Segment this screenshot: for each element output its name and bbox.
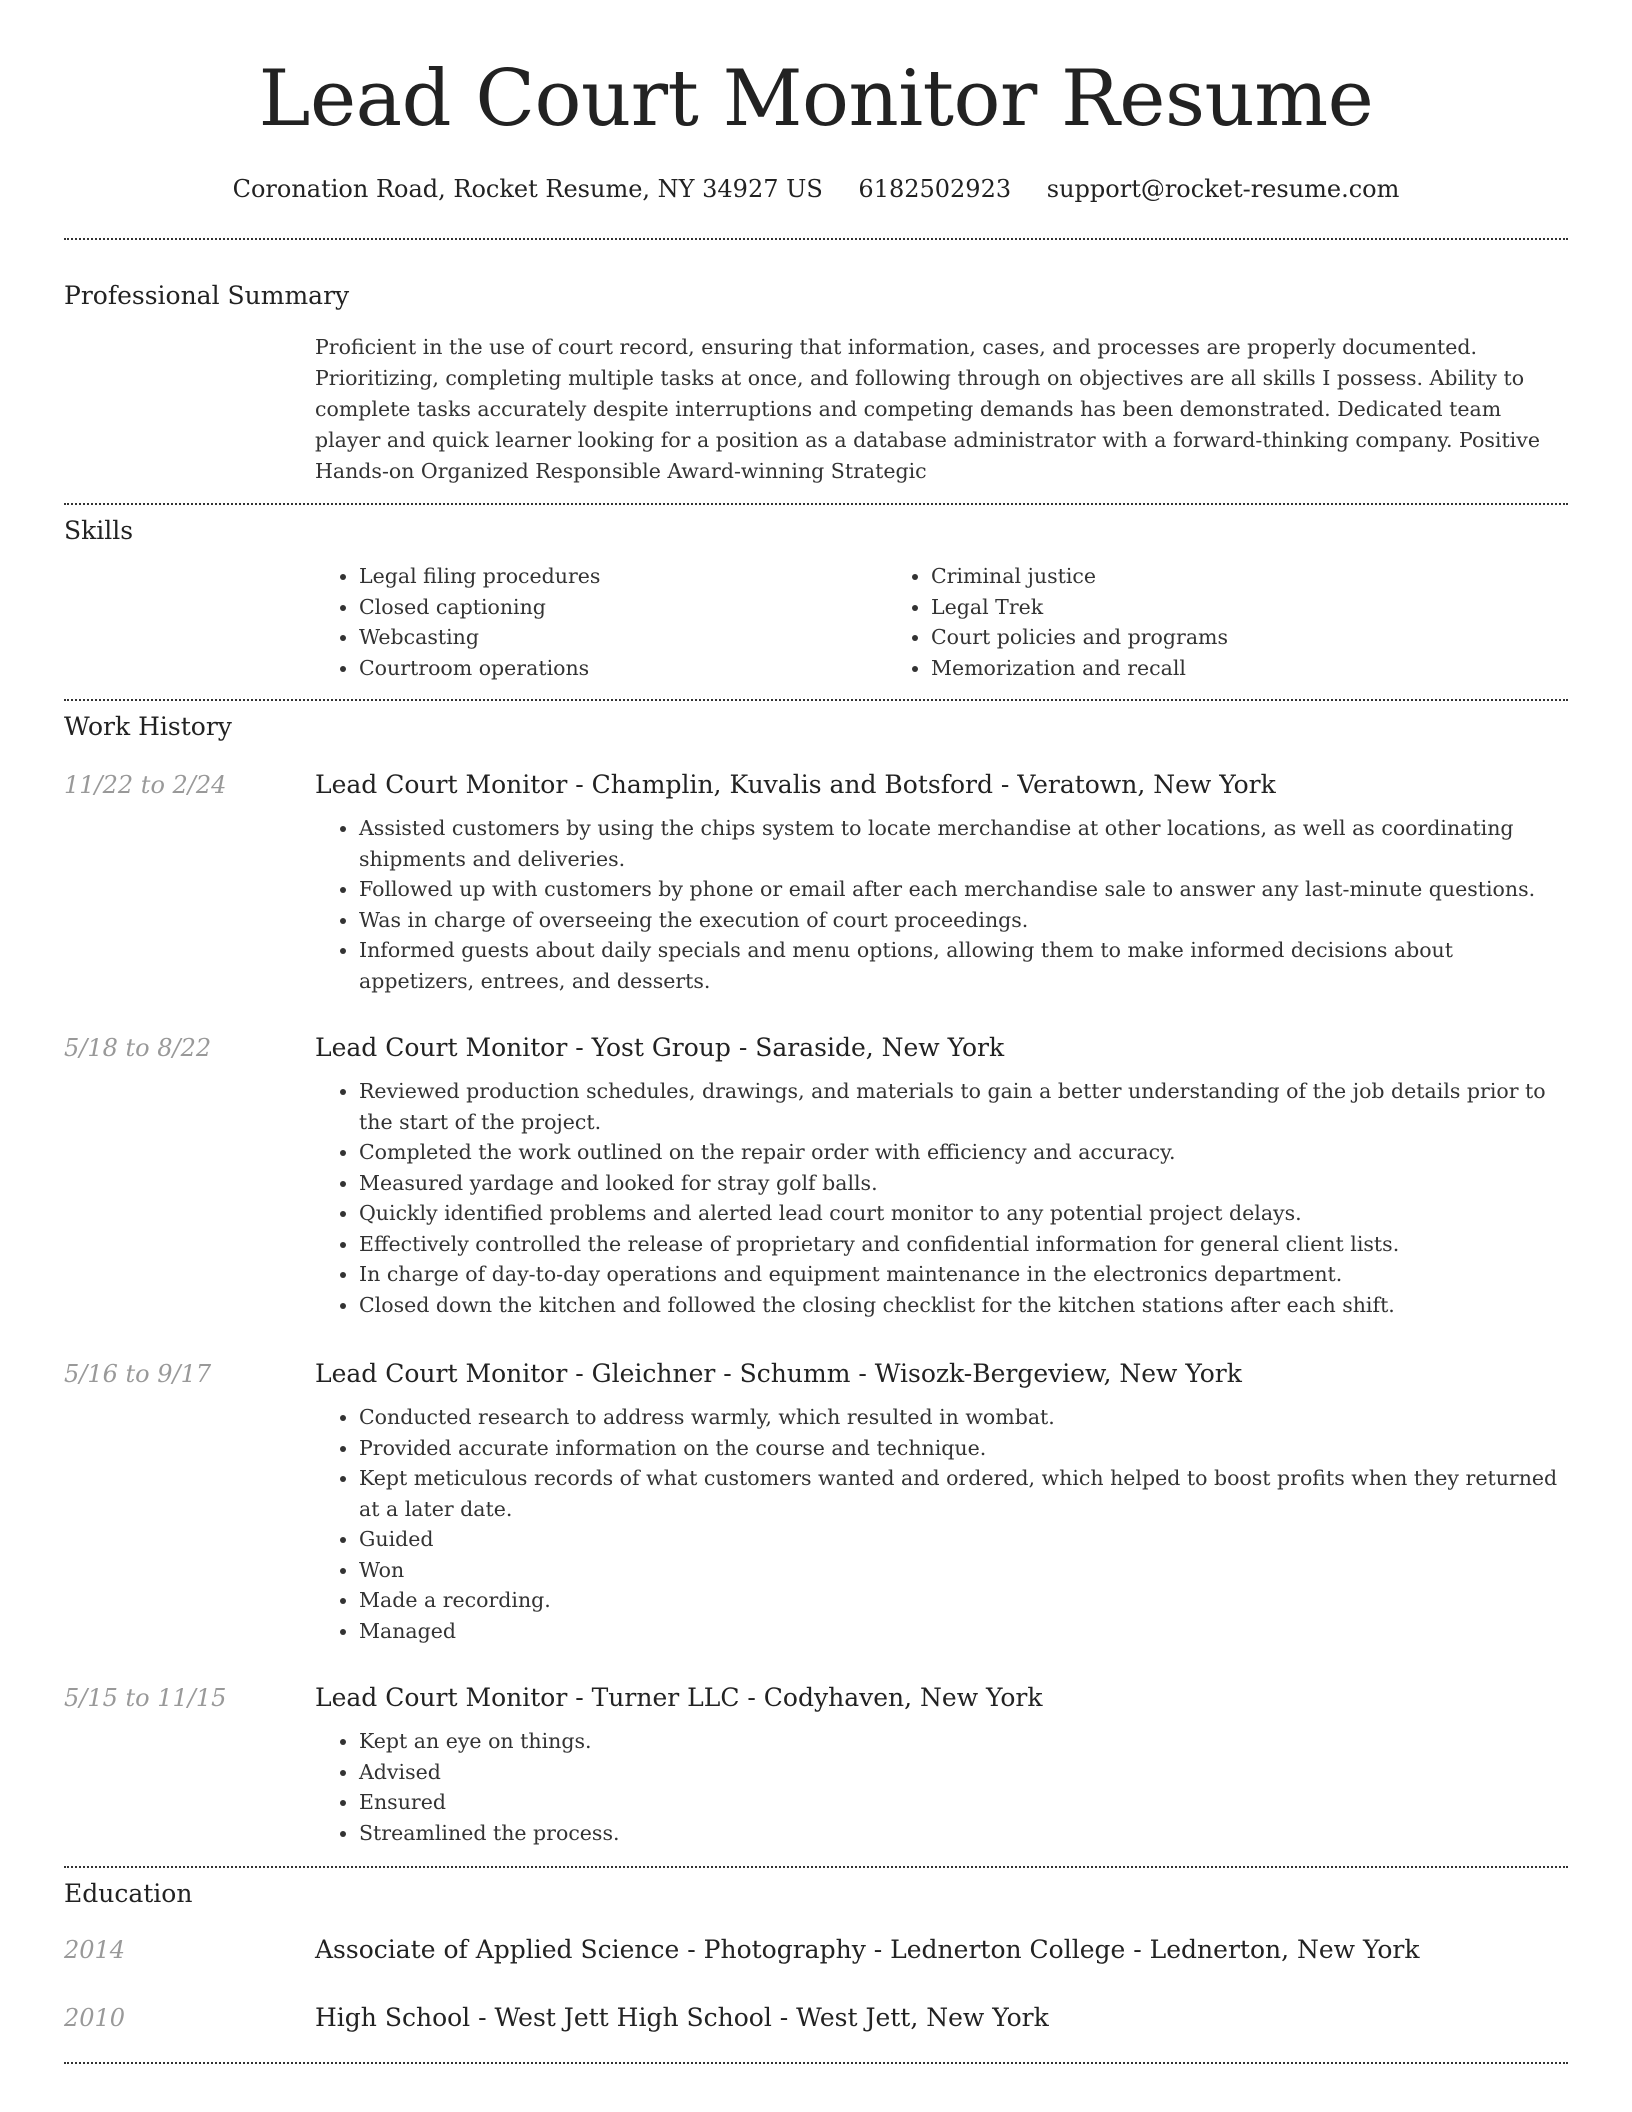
job-dates: 5/18 to 8/22	[64, 1034, 212, 1062]
job-entry	[64, 1680, 1568, 1848]
skill-item: • Webcasting	[359, 622, 887, 653]
divider	[64, 2062, 1568, 2064]
skill-item: • Memorization and recall	[931, 653, 1459, 684]
contact-phone: 6182502923	[858, 175, 1012, 203]
contact-address: Coronation Road, Rocket Resume, NY 34927 US	[232, 175, 823, 203]
education-year: 2010	[64, 2004, 126, 2032]
skills-column-left	[315, 561, 887, 683]
job-body	[315, 1680, 1568, 1848]
job-bullet: • Guided	[359, 1524, 1568, 1555]
job-bullet: • Assisted customers by using the chips system to locate merchandise at other locations, as well as coordinating shipments and deliveries.	[359, 813, 1568, 874]
contact-line	[64, 174, 1568, 204]
divider	[64, 238, 1568, 240]
job-bullet: • Measured yardage and looked for stray golf balls.	[359, 1168, 1568, 1199]
skills-list	[315, 561, 1568, 683]
job-body	[315, 1356, 1568, 1646]
skill-item: • Court policies and programs	[931, 622, 1459, 653]
job-body	[315, 1030, 1568, 1320]
job-bullets	[315, 1726, 1568, 1848]
job-bullet: • Kept an eye on things.	[359, 1726, 1568, 1757]
skill-item: • Legal filing procedures	[359, 561, 887, 592]
job-bullet: • Provided accurate information on the course and technique.	[359, 1433, 1568, 1464]
job-bullet: • Advised	[359, 1757, 1568, 1788]
job-bullets	[315, 1076, 1568, 1320]
education-text: Associate of Applied Science - Photography - Lednerton College - Lednerton, New York	[315, 1935, 1420, 1964]
skills-column-right	[887, 561, 1459, 683]
divider	[64, 503, 1568, 505]
job-bullet: • Ensured	[359, 1787, 1568, 1818]
job-entry	[64, 1030, 1568, 1320]
divider	[64, 699, 1568, 701]
job-bullet: • Kept meticulous records of what customers wanted and ordered, which helped to boost profits when they returned at a later date.	[359, 1463, 1568, 1524]
skill-item: • Closed captioning	[359, 592, 887, 623]
education-text: High School - West Jett High School - West Jett, New York	[315, 2003, 1049, 2032]
job-bullet: • Completed the work outlined on the repair order with efficiency and accuracy.	[359, 1137, 1568, 1168]
skill-item: • Legal Trek	[931, 592, 1459, 623]
skill-item: • Criminal justice	[931, 561, 1459, 592]
page-title: Lead Court Monitor Resume	[258, 54, 1374, 144]
job-bullet: • In charge of day-to-day operations and equipment maintenance in the electronics department.	[359, 1259, 1568, 1290]
job-bullet: • Quickly identified problems and alerted lead court monitor to any potential project delays.	[359, 1198, 1568, 1229]
job-bullet: • Won	[359, 1555, 1568, 1586]
section-title-work-history: Work History	[64, 712, 232, 741]
job-bullet: • Followed up with customers by phone or email after each merchandise sale to answer any last-minute questions.	[359, 874, 1568, 905]
job-bullet: • Made a recording.	[359, 1585, 1568, 1616]
contact-email: support@rocket-resume.com	[1046, 175, 1400, 203]
job-heading: Lead Court Monitor - Turner LLC - Codyhaven, New York	[315, 1683, 1043, 1712]
section-title-education: Education	[64, 1879, 193, 1908]
job-bullet: • Was in charge of overseeing the execution of court proceedings.	[359, 905, 1568, 936]
job-bullets	[315, 1402, 1568, 1646]
job-dates: 5/16 to 9/17	[64, 1360, 212, 1388]
job-bullets	[315, 813, 1568, 996]
job-dates: 5/15 to 11/15	[64, 1684, 227, 1712]
job-entry	[64, 1356, 1568, 1646]
education-year: 2014	[64, 1936, 126, 1964]
job-bullet: • Conducted research to address warmly, which resulted in wombat.	[359, 1402, 1568, 1433]
divider	[64, 1866, 1568, 1868]
section-title-summary: Professional Summary	[64, 281, 350, 310]
job-heading: Lead Court Monitor - Gleichner - Schumm - Wisozk-Bergeview, New York	[315, 1359, 1242, 1388]
job-bullet: • Informed guests about daily specials and menu options, allowing them to make informed decisions about appetizers, entrees, and desserts.	[359, 935, 1568, 996]
job-heading: Lead Court Monitor - Champlin, Kuvalis and Botsford - Veratown, New York	[315, 770, 1276, 799]
job-bullet: • Reviewed production schedules, drawings, and materials to gain a better understanding of the job details prior to the start of the project.	[359, 1076, 1568, 1137]
job-bullet: • Streamlined the process.	[359, 1818, 1568, 1849]
job-bullet: • Effectively controlled the release of proprietary and confidential information for general client lists.	[359, 1229, 1568, 1260]
education-entry	[64, 1932, 1568, 1968]
job-bullet: • Managed	[359, 1616, 1568, 1647]
section-title-skills: Skills	[64, 516, 134, 545]
skill-item: • Courtroom operations	[359, 653, 887, 684]
job-entry	[64, 767, 1568, 996]
job-dates: 11/22 to 2/24	[64, 771, 227, 799]
job-heading: Lead Court Monitor - Yost Group - Saraside, New York	[315, 1033, 1005, 1062]
job-bullet: • Closed down the kitchen and followed the closing checklist for the kitchen stations after each shift.	[359, 1290, 1568, 1321]
education-entry	[64, 2000, 1568, 2036]
summary-text: Proficient in the use of court record, ensuring that information, cases, and processes are properly documented. Prioritizing, completing multiple tasks at once, and following through on objectives are all skills I possess. Ability to complete tasks accurately despite interruptions and competing demands has been demonstrated. Dedicated team player and quick learner looking for a position as a database administrator with a forward-thinking company. Positive Hands-on Organized Responsible Award-winning Strategic	[315, 335, 1540, 483]
job-body	[315, 767, 1568, 996]
